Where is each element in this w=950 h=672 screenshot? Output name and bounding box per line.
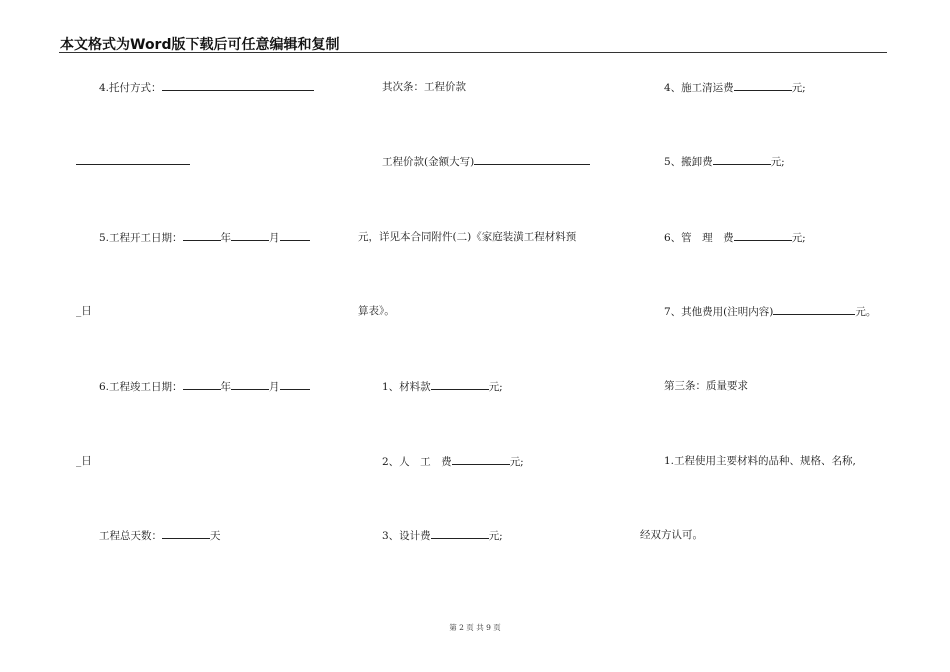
cleanup-fee-label: 4、施工清运费 [664, 82, 734, 94]
end-day-label: _日 [76, 455, 92, 467]
design-fee-label: 3、设计费 [382, 530, 431, 542]
moving-fee-line [664, 154, 785, 169]
materials-fee-label: 1、材料款 [382, 381, 431, 393]
other-fee-label: 7、其他费用(注明内容) [664, 306, 774, 318]
page-number: 第 2 页 共 9 页 [449, 623, 501, 632]
end-month-label: 月 [269, 381, 280, 393]
price-detail-continuation: 算表》。 [358, 305, 395, 317]
quality-item-1: 1.工程使用主要材料的品种、规格、名称, [664, 455, 856, 467]
cleanup-fee-blank [734, 80, 792, 91]
end-day-line [76, 454, 92, 468]
payment-method-blank-2 [76, 154, 190, 165]
moving-fee-unit: 元; [770, 156, 785, 168]
price-detail-line: 元，详见本合同附件(二)《家庭装潢工程材料预 [358, 231, 577, 243]
article-3-heading: 第三条：质量要求 [664, 380, 748, 392]
start-month-blank [231, 230, 269, 241]
labor-fee-unit: 元; [509, 456, 524, 468]
other-fee-line [664, 304, 876, 319]
article-2-heading: 其次条：工程价款 [382, 81, 466, 93]
start-date-label: 5.工程开工日期： [99, 232, 183, 244]
management-fee-blank [734, 230, 792, 241]
total-days-blank [162, 528, 210, 539]
start-year-blank [183, 230, 221, 241]
start-month-label: 月 [269, 232, 280, 244]
start-date-line [99, 230, 310, 245]
document-header-title: 本文格式为Word版下载后可任意编辑和复制 [60, 37, 340, 53]
price-line [382, 154, 590, 169]
moving-fee-blank [713, 154, 771, 165]
end-month-blank [231, 379, 269, 390]
cleanup-fee-unit: 元; [791, 82, 806, 94]
cleanup-fee-line [664, 80, 806, 95]
end-date-label: 6.工程竣工日期： [99, 381, 183, 393]
other-fee-blank [773, 304, 855, 315]
header-divider [59, 52, 887, 53]
end-year-blank [183, 379, 221, 390]
materials-fee-blank [431, 379, 489, 390]
materials-fee-unit: 元; [488, 381, 503, 393]
management-fee-label: 6、管 理 费 [664, 232, 734, 244]
payment-method-line [99, 80, 314, 95]
labor-fee-blank [452, 454, 510, 465]
labor-fee-line [382, 454, 524, 469]
other-fee-unit: 元。 [855, 306, 877, 318]
total-days-unit: 天 [210, 530, 221, 542]
total-days-line [99, 528, 221, 543]
end-year-label: 年 [220, 381, 232, 393]
management-fee-unit: 元; [791, 232, 806, 244]
payment-method-blank [162, 80, 314, 91]
price-blank [474, 154, 590, 165]
price-label: 工程价款(金额大写) [382, 156, 475, 168]
design-fee-unit: 元; [488, 530, 503, 542]
end-date-line [99, 379, 310, 394]
management-fee-line [664, 230, 806, 245]
start-year-label: 年 [220, 232, 232, 244]
start-day-blank [280, 230, 310, 241]
materials-fee-line [382, 379, 503, 394]
start-day-label: _日 [76, 305, 92, 317]
moving-fee-label: 5、搬卸费 [664, 156, 713, 168]
end-day-blank [280, 379, 310, 390]
design-fee-blank [431, 528, 489, 539]
payment-method-label: 4.托付方式： [99, 82, 162, 94]
total-days-label: 工程总天数： [99, 530, 162, 542]
payment-method-continuation [76, 154, 190, 169]
quality-item-1-continuation: 经双方认可。 [640, 529, 703, 541]
labor-fee-label: 2、人 工 费 [382, 456, 452, 468]
start-day-line [76, 304, 92, 318]
design-fee-line [382, 528, 503, 543]
